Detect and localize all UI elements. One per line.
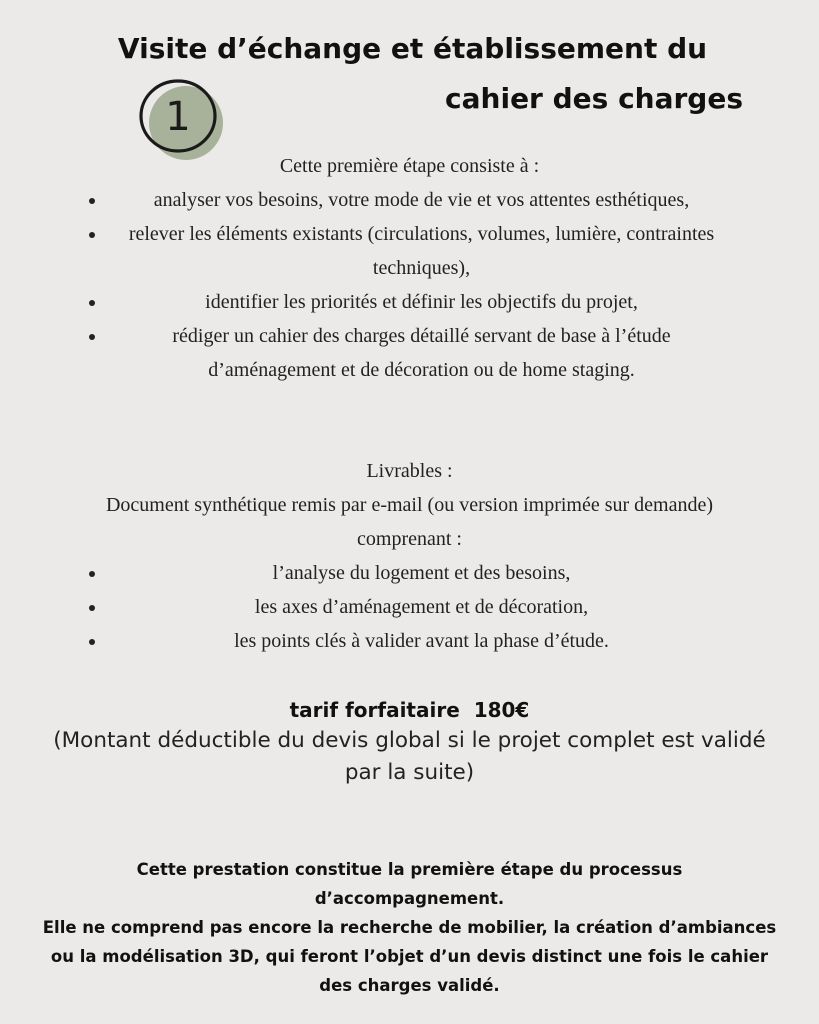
list-item-text: les points clés à valider avant la phase d’étude. <box>234 630 609 652</box>
list-item-text: l’analyse du logement et des besoins, <box>272 562 571 584</box>
footer-paragraph-2: Elle ne comprend pas encore la recherche de mobilier, la création d’ambiances ou la modélisation 3D, qui feront l’objet d’un devis distinct une fois le cahier des charges validé. <box>42 918 777 995</box>
bullet-dot <box>89 571 95 577</box>
pricing-section <box>0 695 819 789</box>
intro-section <box>0 149 819 387</box>
intro-lead: Cette première étape consiste à : <box>279 155 540 177</box>
deliverables-list <box>0 556 819 658</box>
list-item-text: analyser vos besoins, votre mode de vie et vos attentes esthétiques, <box>153 189 690 211</box>
intro-list <box>0 183 819 387</box>
bullet-dot <box>89 639 95 645</box>
list-item <box>0 624 819 658</box>
list-item <box>0 590 819 624</box>
footer-paragraph-1: Cette prestation constitue la première étape du processus d’accompagnement. <box>136 860 683 908</box>
list-item <box>0 183 819 217</box>
step-number: 1 <box>165 94 191 140</box>
list-item <box>0 285 819 319</box>
price-note: (Montant déductible du devis global si le projet complet est validé par la suite) <box>53 728 766 785</box>
list-item-text: identifier les priorités et définir les objectifs du projet, <box>205 291 638 313</box>
list-item <box>0 319 819 387</box>
bullet-dot <box>89 334 95 340</box>
list-item-text: les axes d’aménagement et de décoration, <box>254 596 589 618</box>
list-item-text: relever les éléments existants (circulations, volumes, lumière, contraintes techniques), <box>128 223 715 279</box>
footer-note <box>0 855 819 1000</box>
bullet-dot <box>89 198 95 204</box>
deliverables-description: Document synthétique remis par e-mail (ou version imprimée sur demande) comprenant : <box>105 494 714 550</box>
list-item <box>0 217 819 285</box>
title-line-2: cahier des charges <box>445 82 743 115</box>
deliverables-heading: Livrables : <box>366 460 453 482</box>
list-item <box>0 556 819 590</box>
bullet-dot <box>89 300 95 306</box>
price-line: tarif forfaitaire 180€ <box>289 698 530 722</box>
deliverables-section <box>0 454 819 658</box>
list-item-text: rédiger un cahier des charges détaillé servant de base à l’étude d’aménagement et de décoration ou de home staging. <box>172 325 671 381</box>
bullet-dot <box>89 605 95 611</box>
title-line-1: Visite d’échange et établissement du <box>117 32 708 65</box>
bullet-dot <box>89 232 95 238</box>
